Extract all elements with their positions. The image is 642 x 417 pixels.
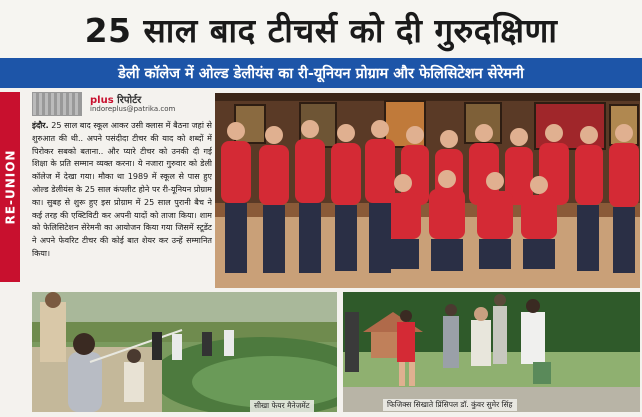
lake-activity-illustration (32, 292, 337, 412)
section-side-label (0, 92, 20, 282)
article-body (32, 120, 212, 288)
caption-right: फिजिक्स सिखाते प्रिंसिपल डॉ. कुंवर सुमेर सिंह (383, 399, 517, 411)
side-label-text: RE-UNION (3, 149, 18, 225)
headline (0, 0, 642, 58)
byline-email: indoreplus@patrika.com (90, 105, 176, 113)
group-photo (215, 93, 640, 288)
byline-brand (90, 92, 141, 106)
headline-text: 25 साल बाद टीचर्स को दी गुरुदक्षिणा (84, 10, 558, 50)
physics-class-photo (343, 292, 640, 412)
group-photo-illustration (215, 93, 640, 288)
article-dateline: इंदौर. (32, 121, 49, 130)
byline (32, 92, 212, 118)
subheadline-banner (0, 58, 642, 88)
article-text: 25 साल बाद स्कूल आकर उसी क्लास में बैठना जहां से शुरुआत की थी.. अपने पसंदीदा टीचर की याद को शब्दों में पिरोकर सबको बताना.. और प्यारे टीचर को उनकी दी गई शिक्षा के प्रति सम्मान व्यक्त करना। ये नजारा गुरुवार को डेली कॉलेज में देखा गया। मौका था 1989 में स्कूल से पास हुए ओल्ड डेलीयंस के 25 साल कंपलीट होने पर री-यूनियन प्रोग्राम का। सुबह से शुरू हुए इस प्रोग्राम में 25 साल पुरानी बैच ने कई तरह की एक्टिविटी कर अपनी यादों को ताजा किया। शाम को फेलिसिटेशन सेरेमनी का आयोजन किया गया जिसमें स्टूडेंट ने अपने फेवरिट टीचर की कोई बात शेयर कर उन्हें सम्मानित किया। (32, 121, 212, 258)
byline-thumbnail (32, 92, 82, 116)
physics-class-illustration (343, 292, 640, 412)
lake-activity-photo (32, 292, 337, 412)
brand-suffix: रिपोर्टर (117, 95, 142, 106)
caption-left: सीखा फेयर मैनेजमेंट (250, 400, 314, 412)
brand-prefix: plus (90, 95, 114, 106)
subheadline-text: डेली कॉलेज में ओल्ड डेलीयंस का री-यूनियन प्रोग्राम और फेलिसिटेशन सेरेमनी (118, 66, 524, 82)
